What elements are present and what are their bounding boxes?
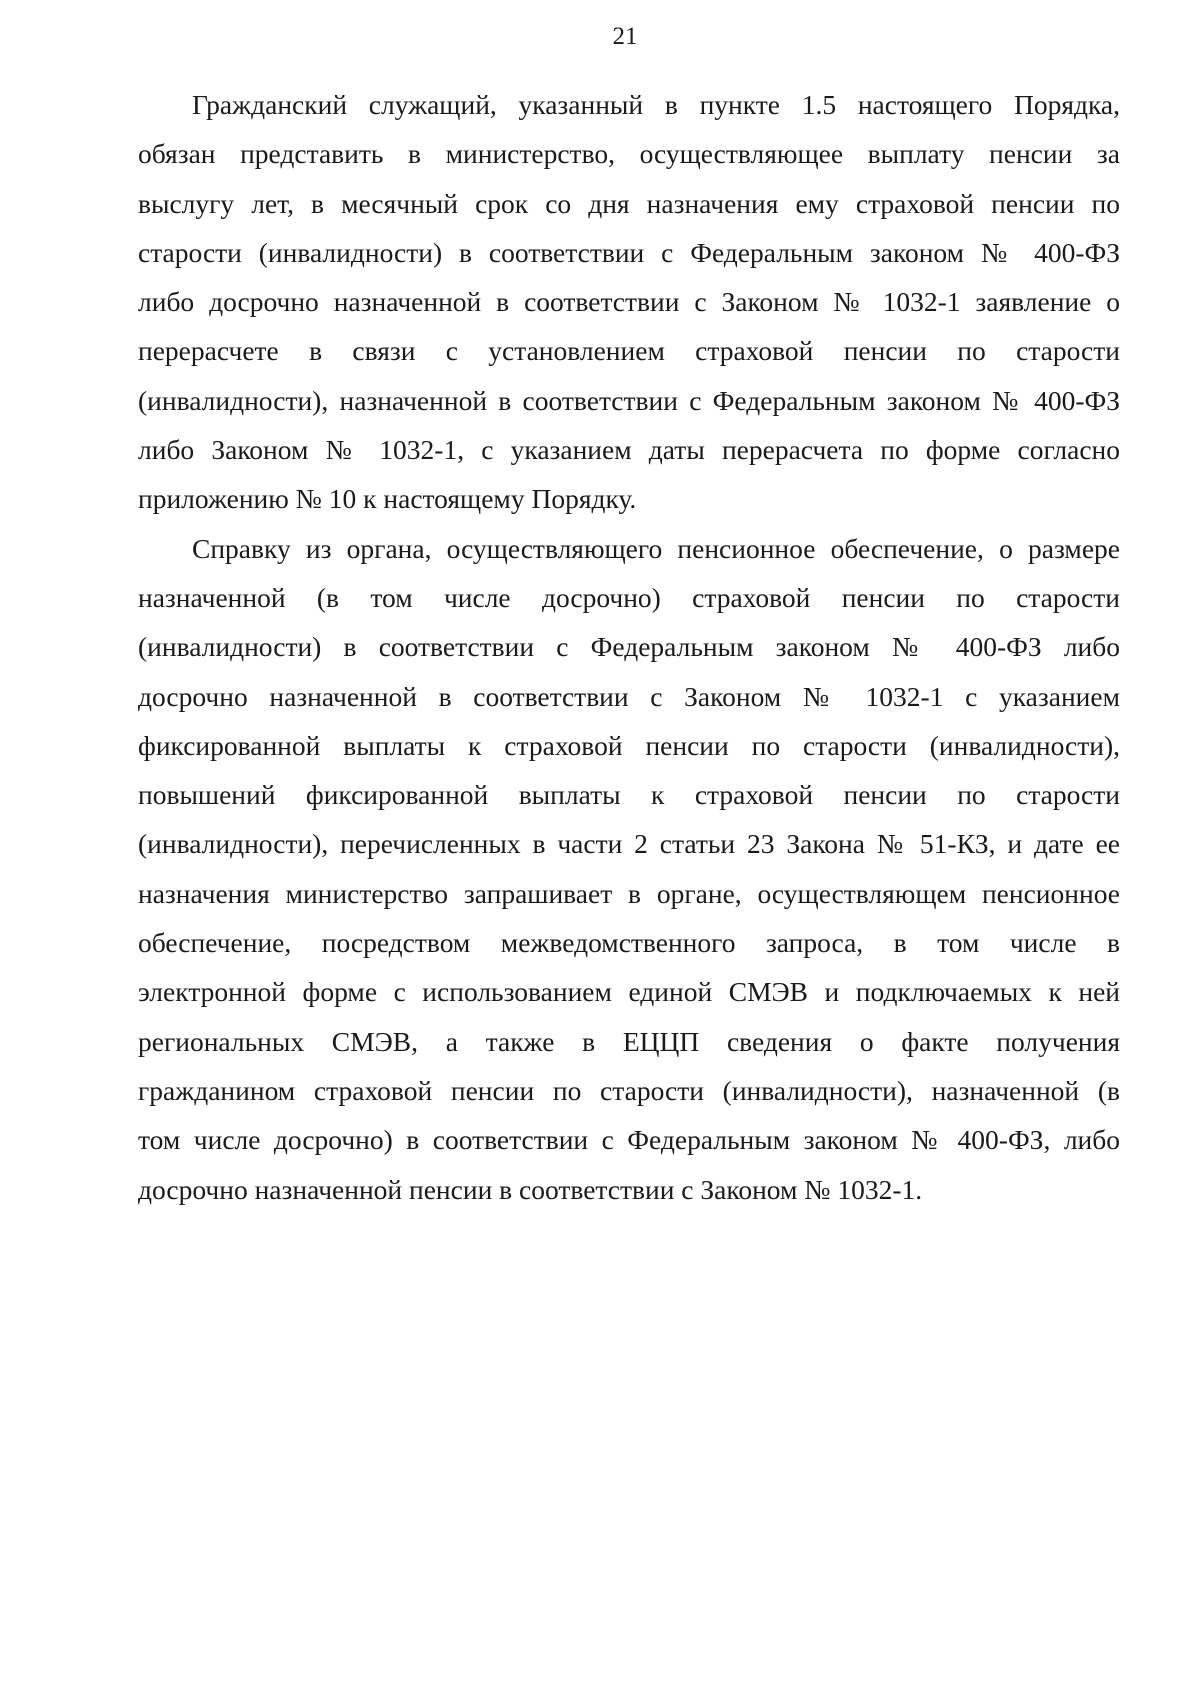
- text-line: назначенной (в том числе досрочно) страховой пенсии по старости: [138, 581, 1120, 613]
- text-line: региональных СМЭВ, а также в ЕЦЦП сведения о факте получения: [138, 1025, 1120, 1057]
- text-line: (инвалидности), перечисленных в части 2 статьи 23 Закона № 51-КЗ, и дате ее: [138, 828, 1120, 860]
- text-line: перерасчете в связи с установлением страховой пенсии по старости: [138, 335, 1120, 367]
- text-line: старости (инвалидности) в соответствии с Федеральным законом № 400-ФЗ: [138, 236, 1120, 268]
- paragraph-1: [138, 80, 1120, 524]
- text-line: либо досрочно назначенной в соответствии с Законом № 1032-1 заявление о: [138, 286, 1120, 318]
- text-line: назначения министерство запрашивает в органе, осуществляющем пенсионное: [138, 877, 1120, 909]
- text-line: обеспечение, посредством межведомственного запроса, в том числе в: [138, 927, 1120, 959]
- text-line: электронной форме с использованием единой СМЭВ и подключаемых к ней: [138, 976, 1120, 1008]
- text-line: обязан представить в министерство, осуществляющее выплату пенсии за: [138, 138, 1120, 170]
- text-line: выслугу лет, в месячный срок со дня назначения ему страховой пенсии по: [138, 187, 1120, 219]
- page-number: 21: [612, 23, 638, 50]
- text-line: фиксированной выплаты к страховой пенсии по старости (инвалидности),: [138, 729, 1120, 761]
- text-line: том числе досрочно) в соответствии с Федеральным законом № 400-ФЗ, либо: [138, 1124, 1120, 1156]
- text-line: гражданином страховой пенсии по старости (инвалидности), назначенной (в: [138, 1074, 1120, 1106]
- text-line: Справку из органа, осуществляющего пенсионное обеспечение, о размере: [192, 532, 1120, 564]
- text-line: Гражданский служащий, указанный в пункте 1.5 настоящего Порядка,: [192, 89, 1120, 120]
- text-line: либо Законом № 1032-1, с указанием даты перерасчета по форме согласно: [138, 434, 1120, 466]
- text-line: (инвалидности) в соответствии с Федеральным законом № 400-ФЗ либо: [138, 631, 1120, 663]
- text-line: досрочно назначенной пенсии в соответствии с Законом № 1032-1.: [138, 1173, 923, 1205]
- text-line: (инвалидности), назначенной в соответствии с Федеральным законом № 400-ФЗ: [138, 384, 1120, 416]
- text-line: досрочно назначенной в соответствии с Законом № 1032-1 с указанием: [138, 680, 1120, 712]
- text-line: приложению № 10 к настоящему Порядку.: [138, 483, 637, 515]
- text-line: повышений фиксированной выплаты к страховой пенсии по старости: [138, 779, 1120, 811]
- document-body: [138, 80, 1120, 1214]
- paragraph-2: [138, 524, 1120, 1214]
